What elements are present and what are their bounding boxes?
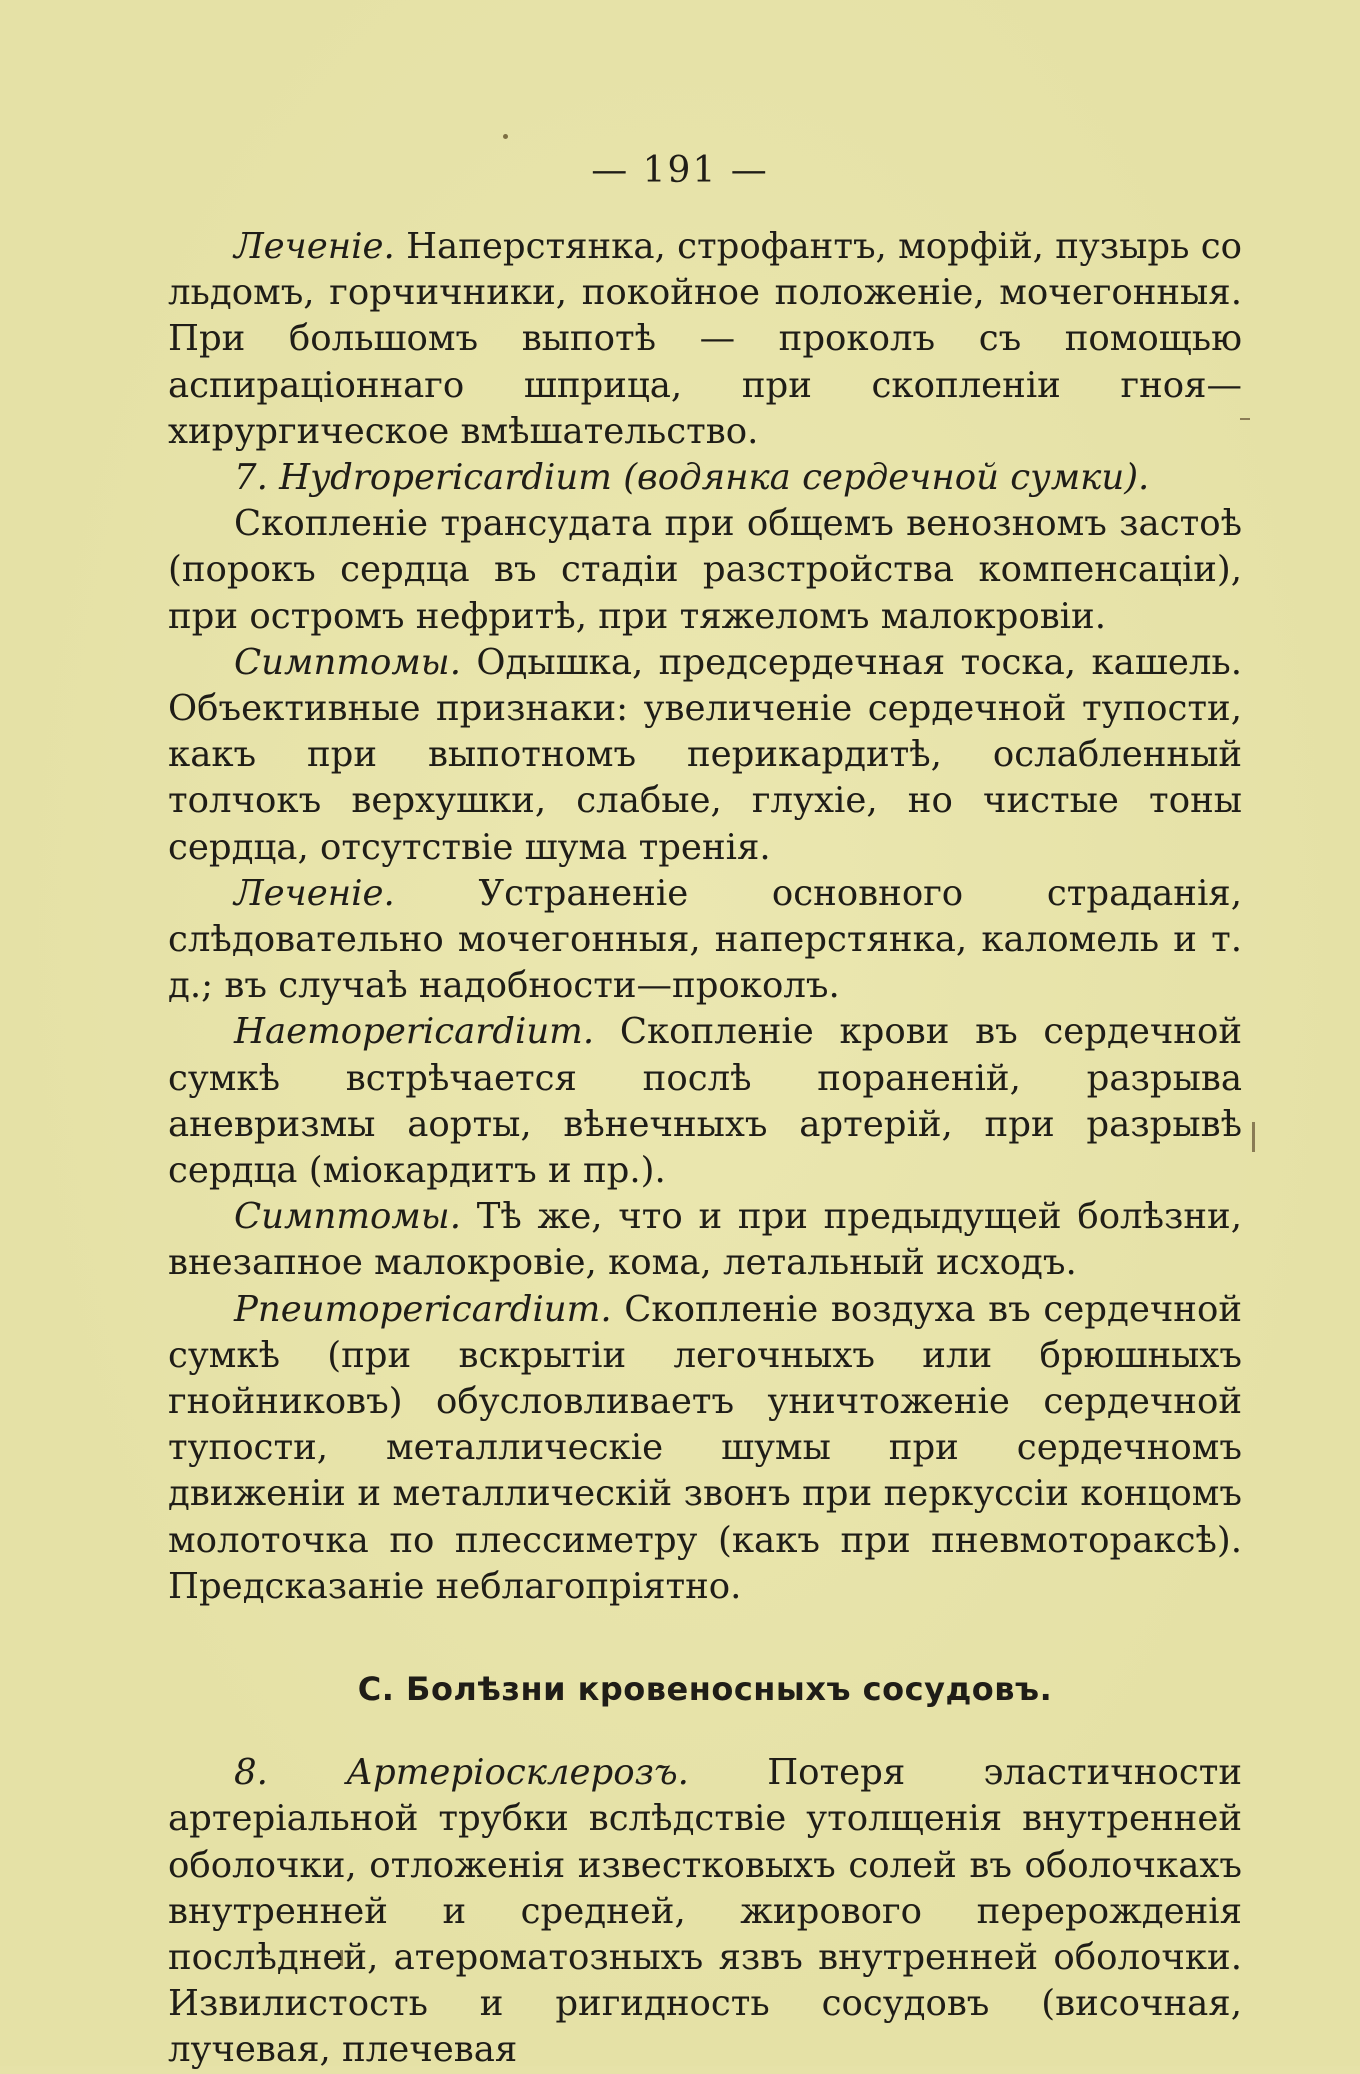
paragraph-lead: Симптомы. — [234, 641, 461, 683]
paragraph-arteriosclerosis — [168, 1750, 1242, 2073]
paragraph-treatment-pericarditis — [168, 224, 1242, 455]
paragraph-hydropericardium-title — [168, 455, 1242, 501]
section-heading: C. Болѣзни кровеносныхъ сосудовъ. — [357, 1670, 1053, 1709]
paragraph-text: Одышка, предсердечная тоска, кашель. Объективные признаки: увеличеніе сердечной тупости, какъ при выпотномъ перикардитѣ, ослабленный толчокъ верхушки, слабые, глухіе, но чистые тоны сердца, отсутствіе шума тренія. — [168, 641, 1242, 868]
ink-speck — [503, 134, 508, 139]
paragraph-text: Наперстянка, строфантъ, морфій, пузырь со льдомъ, горчичники, покойное положеніе, мочегонныя. При большомъ выпотѣ — проколъ съ помощью аспираціоннаго шприца, при скопленіи гноя—хирургическое вмѣшательство. — [168, 226, 1242, 452]
paragraph-hydropericardium-causes — [168, 501, 1242, 640]
paragraph-text: Тѣ же, что и при предыдущей болѣзни, внезапное малокровіе, кома, летальный исходъ. — [168, 1196, 1242, 1284]
body-text — [168, 224, 1242, 2074]
paragraph-text: Скопленіе воздуха въ сердечной сумкѣ (при вскрытіи легочныхъ или брюшныхъ гнойниковъ) обусловливаетъ уничтоженіе сердечной тупости, металлическіе шумы при сердечномъ движеніи и металлическій звонъ при перкуссіи концомъ молоточка по плессиметру (какъ при пневмотораксѣ). Предсказаніе неблагопріятно. — [168, 1288, 1242, 1607]
paragraph-text: Скопленіе трансудата при общемъ венозномъ застоѣ (порокъ сердца въ стадіи разстройства компенсаціи), при остромъ нефритѣ, при тяжеломъ малокровіи. — [168, 503, 1242, 637]
paragraph-symptoms-haemopericardium — [168, 1194, 1242, 1286]
paragraph-text: Потеря эластичности артеріальной трубки вслѣдствіе утолщенія внутренней оболочки, отложенія известковыхъ солей въ оболочкахъ внутренней и средней, жирового перерожденія послѣдней, атероматозныхъ язвъ внутренней оболочки. Извилистость и ригидность сосудовъ (височная, лучевая, плечевая — [168, 1752, 1242, 2071]
paragraph-lead: 7. Hydropericardium (водянка сердечной сумки). — [234, 457, 1150, 499]
paragraph-pneumopericardium — [168, 1287, 1242, 1610]
scan-mark — [1252, 1122, 1255, 1152]
paragraph-lead: Леченіе. — [234, 226, 395, 267]
paragraph-text: Устраненіе основного страданія, слѣдовательно мочегонныя, наперстянка, каломель и т. д.; въ случаѣ надобности—проколъ. — [168, 872, 1242, 1007]
paragraph-lead: Симптомы. — [234, 1196, 461, 1238]
paragraph-text: Скопленіе крови въ сердечной сумкѣ встрѣчается послѣ пораненій, разрыва аневризмы аорты, вѣнечныхъ артерій, при разрывѣ сердца (міокардитъ и пр.). — [168, 1011, 1242, 1192]
paragraph-lead: 8. Артеріосклерозъ. — [234, 1752, 689, 1794]
paragraph-lead: Haemopericardium. — [234, 1011, 595, 1053]
paragraph-lead: Леченіе. — [234, 872, 395, 914]
paragraph-symptoms-hydropericardium — [168, 640, 1242, 871]
page-number: — 191 — — [591, 150, 769, 191]
paragraph-treatment-hydropericardium — [168, 871, 1242, 1010]
paragraph-haemopericardium — [168, 1009, 1242, 1194]
paragraph-lead: Pneumopericardium. — [234, 1288, 612, 1330]
